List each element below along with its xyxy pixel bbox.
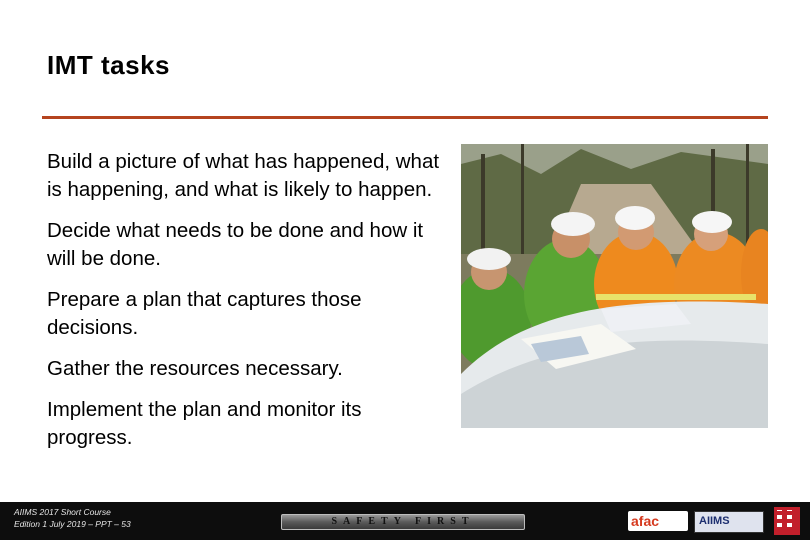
task-item: Build a picture of what has happened, what is happening, and what is likely to happen. xyxy=(47,150,440,201)
slide-title: IMT tasks xyxy=(47,50,170,80)
task-item: Decide what needs to be done and how it will be done. xyxy=(47,219,424,270)
aiims-logo: AIIMS xyxy=(694,511,764,533)
afac-logo-text: afac xyxy=(631,513,660,529)
afac-logo xyxy=(628,511,688,531)
task-item: Prepare a plan that captures those decisions. xyxy=(47,288,362,339)
cfa-logo-icon xyxy=(774,507,800,535)
footer-edition: Edition 1 July 2019 – PPT – 53 xyxy=(14,519,131,529)
task-item: Implement the plan and monitor its progress. xyxy=(47,398,362,449)
firefighters-photo xyxy=(461,144,768,428)
safety-first-banner: SAFETY FIRST xyxy=(281,514,525,530)
task-item: Gather the resources necessary. xyxy=(47,357,343,380)
title-divider xyxy=(42,116,768,119)
footer-course-name: AIIMS 2017 Short Course xyxy=(14,507,111,517)
footer-course-info xyxy=(14,506,131,530)
task-list xyxy=(47,148,447,465)
